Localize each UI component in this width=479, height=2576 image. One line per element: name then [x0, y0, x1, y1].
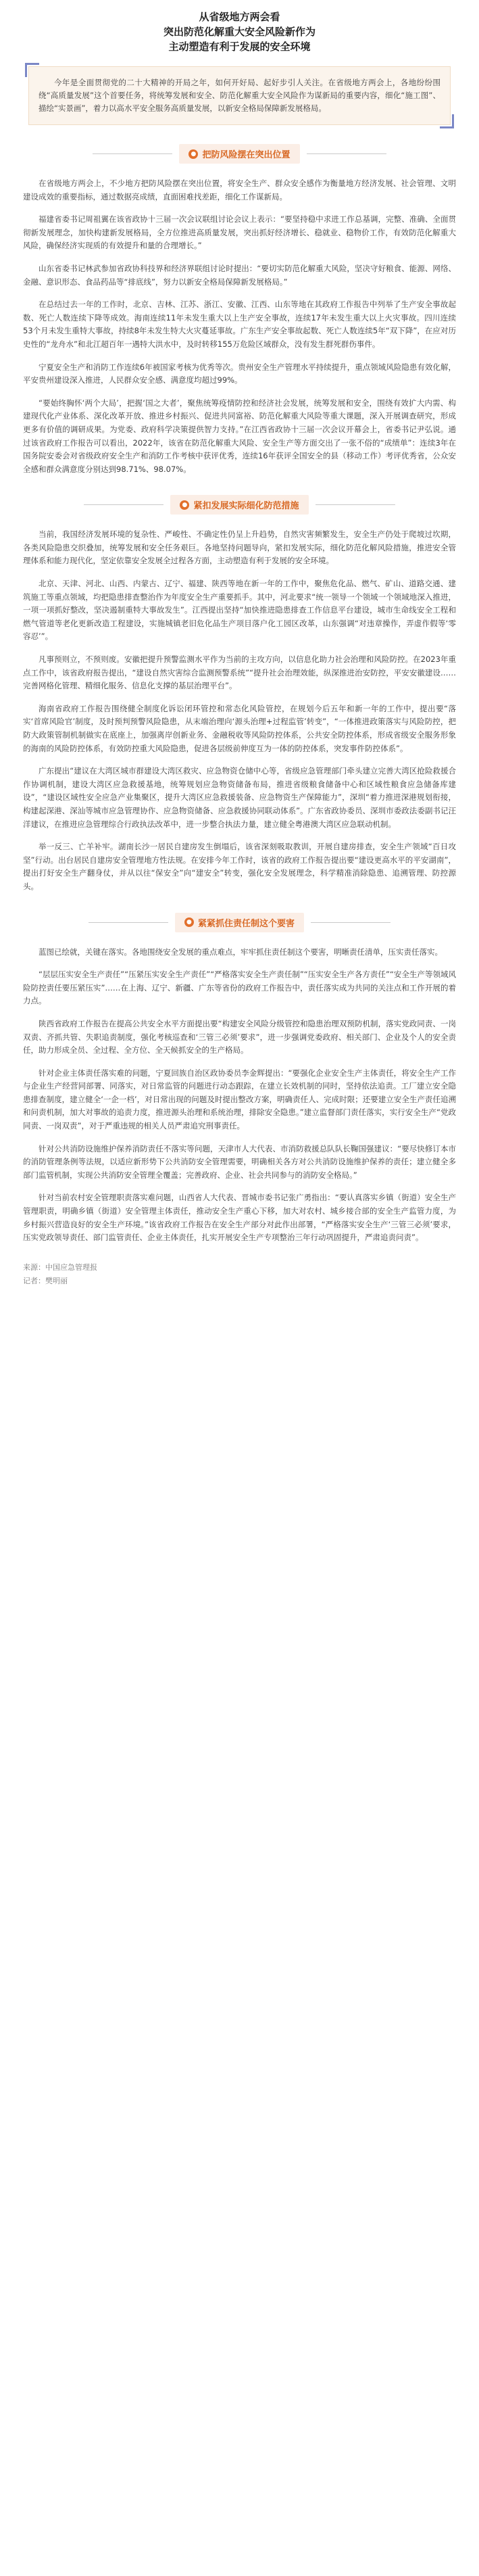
frame-corner-bottom-right: [440, 114, 454, 128]
divider-left: [93, 153, 172, 154]
reporter-line: [23, 1274, 456, 1288]
divider-left: [84, 504, 163, 505]
paragraph: 针对当前农村安全管理职责落实难问题，山西省人大代表、晋城市委书记张广勇指出：“要认真落实乡镇（街道）安全生产管理职责，明确乡镇（街道）安全管理主体责任，推动安全生产重心下移，加大对农村、城乡接合部的安全生产监管力度，为乡村振兴营造良好的安全生产环境。”该省政府工作报告在安全生产部分对此作出部署，“严格落实安全生产‘三管三必须’要求，压实党政领导责任、部门监管责任、企业主体责任，扎实开展安全生产专项整治三年行动巩固提升，严肃追责问责”。: [23, 1193, 456, 1243]
paragraph: 在省级地方两会上，不少地方把防风险摆在突出位置，将安全生产、群众安全感作为衡量地方经济发展、社会管理、文明建设成效的重要指标，通过数据亮成绩，直面困难找差距，细化工作谋新局。: [23, 178, 456, 201]
section-badge: [179, 144, 299, 164]
title-line-1: 从省级地方两会看: [199, 11, 280, 23]
circle-marker-icon: ●: [180, 500, 189, 510]
reporter-label: 记者：: [23, 1276, 45, 1285]
paragraph: 山东省委书记林武参加省政协科技界和经济界联组讨论时提出：“要切实防范化解重大风险，坚决守好粮食、能源、网络、金融、意识形态、食品药品等“排底线”，努力以新安全格局保障新发展格局。”: [23, 263, 456, 287]
section-heading-3: [23, 913, 456, 932]
reporter-name: 樊明丽: [45, 1276, 68, 1285]
divider-right: [316, 504, 395, 505]
divider-right: [307, 153, 386, 154]
section-badge: [170, 495, 308, 515]
paragraph: “要始终胸怀‘两个大局’，把握‘国之大者’，聚焦统筹疫情防控和经济社会发展，统筹发展和安全，围绕有效扩大内需、构建现代化产业体系、深化改革开放、推进乡村振兴、促进共同富裕、防范化解重大风险等重大课题，深入开展调查研究，形成更多有价值的调研成果。为党委、政府科学决策提供智力支持。”在江西省政协十三届一次会议开幕会上，省委书记尹弘说。通过该省政府工作报告可以看出，2022年，该省在防范化解重大风险、安全生产等方面交出了一张不俗的“成绩单”：连续3年在国务院安委会对省级政府安全生产和消防工作考核中获评优秀，连续16年获评全国安全的县（移动工作）考评优秀省，公众安全感和群众满意度分别达到98.71%、98.07%。: [23, 398, 456, 474]
paragraph: 举一反三、亡羊补牢。湖南长沙一居民自建房发生倒塌后，该省深刻吸取教训，开展自建房排查，安全生产领域“百日攻坚”行动。出台居民自建房安全管理地方性法规。在安排今年工作时，该省的政府工作报告提出要“建设更高水平的平安湖南”，提出打好安全生产翻身仗，并从以往“保安全”向“建安全”转变，强化安全发展理念，科学精准消除隐患、追溯管理、防控源头。: [23, 842, 456, 891]
paragraph: 针对企业主体责任落实难的问题，宁夏回族自治区政协委员李金辉提出：“要强化企业安全生产主体责任，将安全生产工作与企业生产经营同部署、同落实，对日常监管的问题进行动态跟踪，在建立长效机制的同时，坚持依法追责。工厂建立安全隐患排查制度，建立健全‘一企一档’，对日常出现的问题及时提出整改方案，明确责任人、完成时限；还要建立安全生产责任追溯和问责机制，加大对事故的追责力度，推进源头治理和系统治理，排除安全隐患。”建立监督部门责任落实，实行安全生产“党政同责、一岗双责”，对于严重违规的相关人员严肃追究刑事责任。: [23, 1068, 456, 1131]
section-title: 紧紧抓住责任制这个要害: [197, 918, 295, 929]
section-title: 紧扣发展实际细化防范措施: [193, 501, 299, 512]
source-name: 中国应急管理报: [45, 1262, 97, 1272]
paragraph: 宁夏安全生产和消防工作连续6年被国家考核为优秀等次。贵州安全生产管理水平持续提升，重点领域风险隐患有效化解，平安贵州建设深入推进，人民群众安全感、满意度均超过99%。: [23, 362, 456, 385]
paragraph: 海南省政府工作报告围绕健全制度化诉讼闭环管控和常态化风险管控，在规划今后五年和新一年的工作中，提出要“落实‘首席风险官’制度，及时预判预警风险隐患，从末端治理向‘源头治理+过程监管’转变”，“一体推进政策落实与风险防控，把防大政策管制机制做实在底座上，加强离岸创新业务、金融税收等风险防控体系，公共安全防控体系，形成省级安全服务形象的海南的风险防控体系，有效防控重大风险隐患，促进各层级前伸度互为一体的防控体系，突发事件防控体系”。: [23, 703, 456, 753]
circle-marker-icon: ●: [184, 917, 194, 927]
paragraph: 针对公共消防设施维护保养消防责任不落实等问题，天津市人大代表、市消防救援总队队长鞠国强建议：“要尽快修订本市的消防管理条例等法规，以适应新形势下公共消防安全管理需要，明确相关各方对公共消防设施维护保养的责任；建立健全多部门监管机制，实现公共消防安全管理全覆盖；完善政府、企业、社会共同参与的消防安全格局。”: [23, 1143, 456, 1180]
paragraph: 蓝图已绘就，关键在落实。各地围绕安全发展的重点难点，牢牢抓住责任制这个要害，明晰责任清单，压实责任落实。: [39, 947, 443, 957]
paragraph: “层层压实安全生产责任”“压紧压实安全生产责任”“严格落实安全生产责任制”“压实安全生产各方责任”“安全生产等领域风险防控责任要压紧压实”……在上海、辽宁、新疆、广东等省份的政府工作报告中，责任落实成为共同的关注点和工作开展的着力点。: [23, 970, 456, 1006]
section-title: 把防风险摆在突出位置: [202, 150, 291, 160]
paragraph: 福建省委书记周祖翼在该省政协十三届一次会议联组讨论会议上表示：“要坚持稳中求进工作总基调，完整、准确、全面贯彻新发展理念，加快构建新发展格局，全方位推进高质量发展，突出抓好经济增长、稳就业、稳物价工作，有效防范化解重大风险，确保经济实现质的有效提升和量的合理增长。”: [23, 214, 456, 251]
section-heading-2: [23, 495, 456, 515]
intro-box: [28, 66, 451, 125]
paragraph: 凡事预则立，不预则废。安徽把提升预警监测水平作为当前的主攻方向，以信息化助力社会治理和风险防控。在2023年重点工作中，该省政府报告提出，“建设自然灾害综合监测预警系统”“提升社会治理效能，纵深推进治安防控，平安安徽建设……完善网格化管理、精细化服务、信息化支撑的基层治理平台”。: [23, 654, 456, 691]
intro-text: 今年是全面贯彻党的二十大精神的开局之年，如何开好局、起好步引人关注。在省级地方两会上，各地纷纷围绕“高质量发展”这个首要任务，将统筹发展和安全、防范化解重大安全风险作为谋新局的重要内容，细化“施工图”、描绘“实景画”，着力以高水平安全服务高质量发展，以新安全格局保障新发展格局。: [39, 78, 440, 113]
paragraph: 陕西省政府工作报告在提高公共安全水平方面提出要“构建安全风险分级管控和隐患治理双预防机制，落实党政同责、一岗双责、齐抓共管、失职追责制度，强化考核巡查和‘三管三必须’要求”，进一步强调党委政府、相关部门、企业及个人的安全责任，助力形成全员、全过程、全方位、全天候抓安全的生产格局。: [23, 1018, 456, 1055]
frame-corner-top-left: [25, 63, 39, 77]
article-title: [23, 0, 456, 54]
source-line: [23, 1261, 456, 1274]
title-line-3: 主动塑造有利于发展的安全环境: [168, 41, 311, 53]
section-heading-1: [23, 144, 456, 164]
title-line-2: 突出防范化解重大安全风险新作为: [163, 26, 316, 38]
paragraph: 北京、天津、河北、山西、内蒙古、辽宁、福建、陕西等地在新一年的工作中，聚焦危化品、燃气、矿山、道路交通、建筑施工等重点领域，均把隐患排查整治作为年度安全生产重要抓手。其中，河北要求“统一领导一个领域一个领域地深入推进，一项一项抓好整改，坚决遏制重特大事故发生”。江西提出坚持“加快推进隐患排查工作信息平台建设，城市生命线安全工程和燃气管道等老化更新改造工程建设，实施城镇老旧危化品生产项目落户化工园区改革，山东强调“对违章操作，弄虚作假等‘零容忍’”。: [23, 579, 456, 642]
article-footer: [23, 1261, 456, 1288]
paragraph: 当前，我国经济发展环境的复杂性、严峻性、不确定性仍呈上升趋势，自然灾害频繁发生，安全生产仍处于爬坡过坎期，各类风险隐患交织叠加，统筹发展和安全任务艰巨。各地坚持问题导向，紧扣发展实际，细化防范化解风险措施，推进安全管理体系和能力现代化，坚定依靠安全发展全过程各方面，主动塑造有利于发展的安全环境。: [23, 529, 456, 566]
paragraph: 在总结过去一年的工作时，北京、吉林、江苏、浙江、安徽、江西、山东等地在其政府工作报告中列举了生产安全事故起数、死亡人数连续下降等成效。海南连续11年未发生重大以上生产安全事故，连续17年未发生重大以上火灾事故。四川连续53个月未发生重特大事故，持续8年未发生特大火灾蔓延事故。广东生产安全事故起数、死亡人数连续5年“双下降”，在应对历史性的“龙舟水”和北江超百年一遇特大洪水中，及时转移155万危险区域群众，没有发生群死群伤事件。: [23, 300, 456, 349]
source-label: 来源：: [23, 1262, 45, 1272]
divider-right: [311, 922, 390, 923]
circle-marker-icon: ●: [188, 149, 198, 159]
section-badge: [175, 913, 304, 932]
paragraph: 广东提出“建议在大湾区城市群建设大湾区救灾、应急物资仓储中心等，省级应急管理部门牵头建立完善大湾区抢险救援合作协调机制，建设大湾区应急救援基地，统筹规划应急物资储备布局，推进省级粮食储备中心和区域性粮食应急储备库建设”，“建设区域性安全应急产业集聚区，提升大湾区应急救援装备、应急物资生产保障能力”，深圳“着力推进深港规划衔接，构建起深港、深汕等城市应急管理协作、应急物资储备、应急救援协同联动体系”。广东省政协委员、深圳市委政法委副书记汪洋建议，在推进应急管理综合行政执法改革中，进一步整合执法力量，建立健全粤港澳大湾区应急联动机制。: [23, 766, 456, 829]
divider-left: [89, 922, 168, 923]
